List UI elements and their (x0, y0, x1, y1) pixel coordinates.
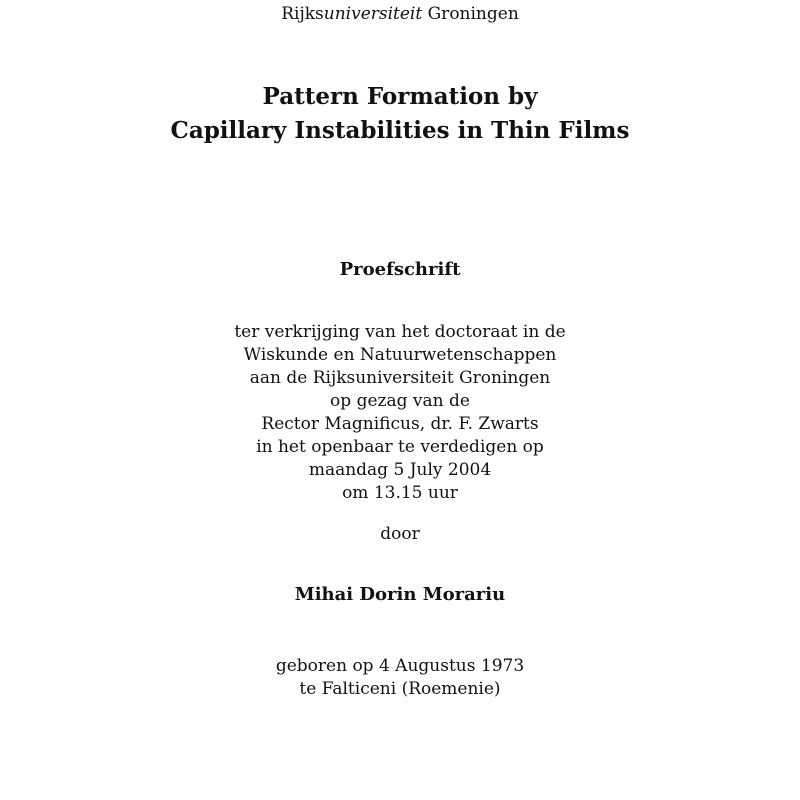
by-label: door (380, 524, 420, 544)
description-line: om 13.15 uur (342, 483, 458, 503)
description-line: op gezag van de (330, 391, 470, 411)
university-name (0, 3, 800, 25)
birth-date: geboren op 4 Augustus 1973 (275, 656, 525, 676)
description-line: Wiskunde en Natuurwetenschappen (243, 345, 557, 365)
description-line: ter verkrijging van het doctoraat in de (234, 322, 566, 342)
thesis-title-line-1: Pattern Formation by (262, 83, 538, 110)
description-line: Rector Magnificus, dr. F. Zwarts (261, 414, 539, 434)
description-line: maandag 5 July 2004 (308, 460, 492, 480)
thesis-title-line-2: Capillary Instabilities in Thin Films (170, 117, 630, 144)
university-prefix: Rijks (281, 4, 324, 24)
university-suffix: Groningen (422, 4, 519, 24)
university-italic: universiteit (323, 4, 423, 24)
description-line: aan de Rijksuniversiteit Groningen (249, 368, 551, 388)
birth-place: te Falticeni (Roemenie) (299, 679, 501, 699)
description-line: in het openbaar te verdedigen op (256, 437, 544, 457)
document-type: Proefschrift (339, 259, 461, 280)
author-name: Mihai Dorin Morariu (294, 584, 506, 605)
